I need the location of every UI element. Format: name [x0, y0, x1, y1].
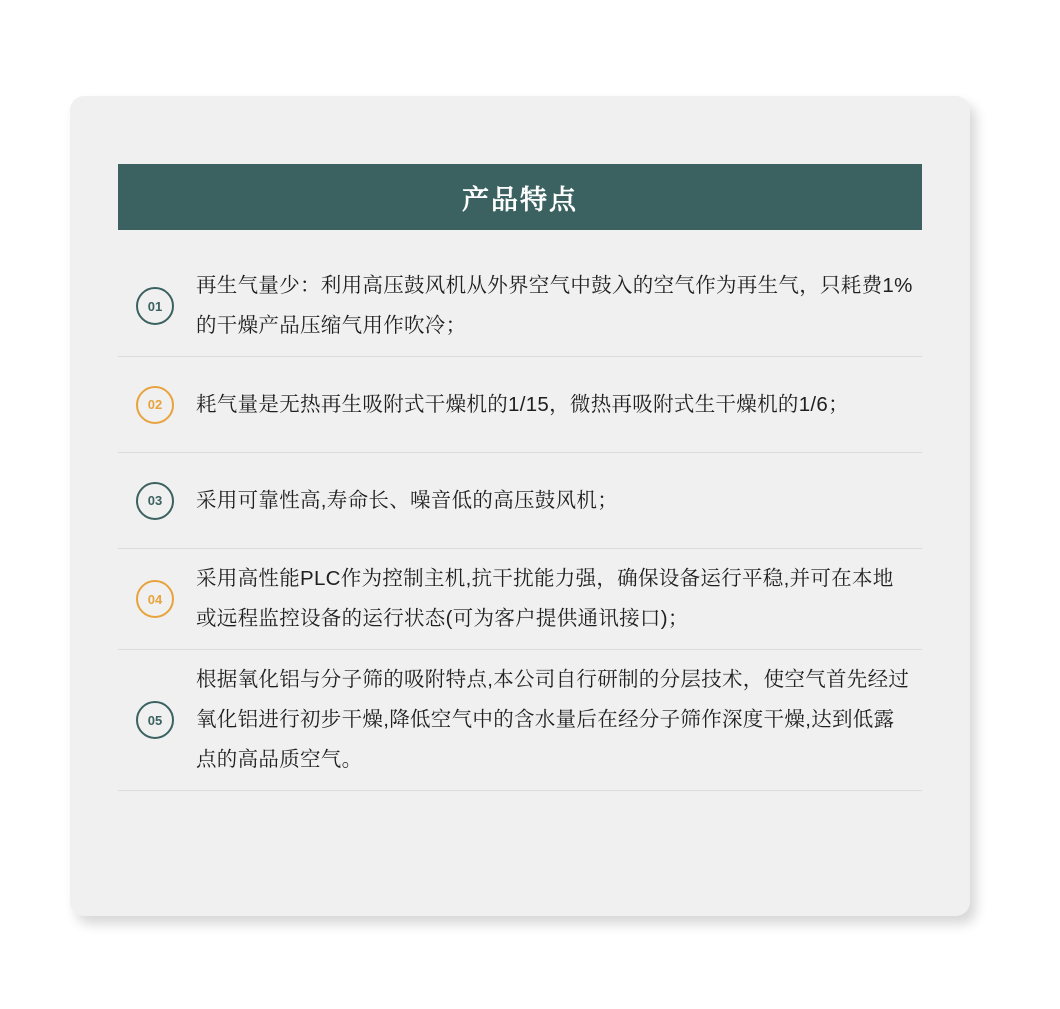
list-item: [118, 650, 922, 791]
item-number-badge: 05: [136, 701, 174, 739]
list-item: [118, 256, 922, 357]
section-header-bar: [118, 164, 922, 230]
item-number-badge: 03: [136, 482, 174, 520]
item-number-badge: 02: [136, 386, 174, 424]
item-number-badge: 04: [136, 580, 174, 618]
item-text: 再生气量少：利用高压鼓风机从外界空气中鼓入的空气作为再生气，只耗费1%的干燥产品压缩气用作吹冷；: [196, 274, 913, 337]
list-item: [118, 357, 922, 453]
page-title: 产品特点: [462, 184, 578, 215]
item-text: 采用高性能PLC作为控制主机,抗干扰能力强，确保设备运行平稳,并可在本地或远程监控设备的运行状态(可为客户提供通讯接口)；: [196, 567, 894, 630]
feature-list: [118, 256, 922, 791]
item-number-badge: 01: [136, 287, 174, 325]
item-text: 采用可靠性高,寿命长、噪音低的高压鼓风机；: [196, 488, 618, 512]
item-text: 根据氧化铝与分子筛的吸附特点,本公司自行研制的分层技术，使空气首先经过氧化铝进行初步干燥,降低空气中的含水量后在经分子筛作深度干燥,达到低露点的高品质空气。: [196, 668, 910, 771]
item-text: 耗气量是无热再生吸附式干燥机的1/15，微热再吸附式生干燥机的1/6；: [196, 392, 849, 416]
product-features-card: [70, 96, 970, 916]
list-item: [118, 549, 922, 650]
list-item: [118, 453, 922, 549]
